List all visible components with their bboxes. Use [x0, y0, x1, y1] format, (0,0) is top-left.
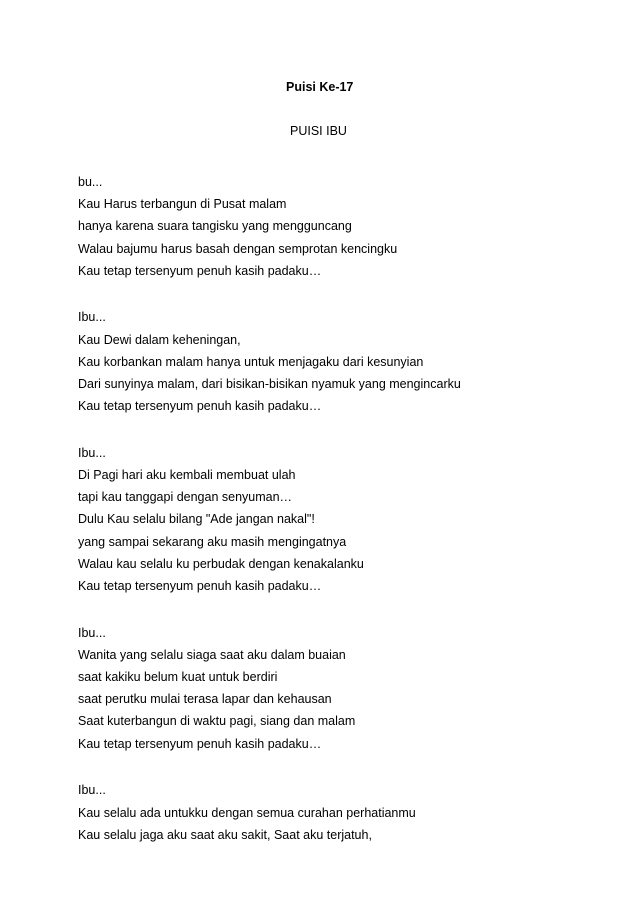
poem-line: Di Pagi hari aku kembali membuat ulah [78, 468, 296, 483]
poem-stanza [78, 309, 598, 420]
poem-line: Ibu... [78, 783, 106, 798]
poem-stanza [78, 782, 598, 849]
poem-line: Ibu... [78, 310, 106, 325]
poem-line: saat kakiku belum kuat untuk berdiri [78, 670, 278, 685]
poem-line: Dulu Kau selalu bilang "Ade jangan nakal"! [78, 512, 315, 527]
poem-line: Dari sunyinya malam, dari bisikan-bisikan nyamuk yang mengincarku [78, 377, 461, 391]
poem-line: Kau korbankan malam hanya untuk menjagaku dari kesunyian [78, 354, 424, 369]
poem-line: yang sampai sekarang aku masih mengingatnya [78, 534, 347, 549]
page-title: Puisi Ke-17 [286, 80, 354, 94]
poem-line: Kau selalu jaga aku saat aku sakit, Saat aku terjatuh, [78, 827, 372, 842]
poem-stanza [78, 445, 598, 600]
poem-line: Kau tetap tersenyum penuh kasih padaku… [78, 399, 322, 414]
poem-line: saat perutku mulai terasa lapar dan kehausan [78, 692, 332, 707]
poem-line: Walau kau selalu ku perbudak dengan kenakalanku [78, 556, 364, 571]
poem-line: Ibu... [78, 445, 106, 460]
poem-line: Kau selalu ada untukku dengan semua curahan perhatianmu [78, 805, 416, 820]
poem-line: Wanita yang selalu siaga saat aku dalam buaian [78, 647, 346, 662]
poem-line: Ibu... [78, 625, 106, 640]
poem-line: tapi kau tanggapi dengan senyuman… [78, 490, 293, 505]
poem-body [78, 174, 598, 873]
poem-line: Kau Dewi dalam keheningan, [78, 332, 241, 347]
poem-title: PUISI IBU [290, 124, 347, 138]
poem-stanza [78, 174, 598, 285]
poem-line: Kau tetap tersenyum penuh kasih padaku… [78, 263, 322, 278]
poem-line: Walau bajumu harus basah dengan semprotan kencingku [78, 241, 398, 256]
poem-line: hanya karena suara tangisku yang mengguncang [78, 219, 352, 234]
poem-line: Kau tetap tersenyum penuh kasih padaku… [78, 579, 322, 593]
poem-line: bu... [78, 175, 103, 189]
poem-line: Kau Harus terbangun di Pusat malam [78, 197, 287, 212]
poem-line: Saat kuterbangun di waktu pagi, siang dan malam [78, 714, 356, 729]
poem-stanza [78, 625, 598, 758]
poem-line: Kau tetap tersenyum penuh kasih padaku… [78, 736, 322, 751]
